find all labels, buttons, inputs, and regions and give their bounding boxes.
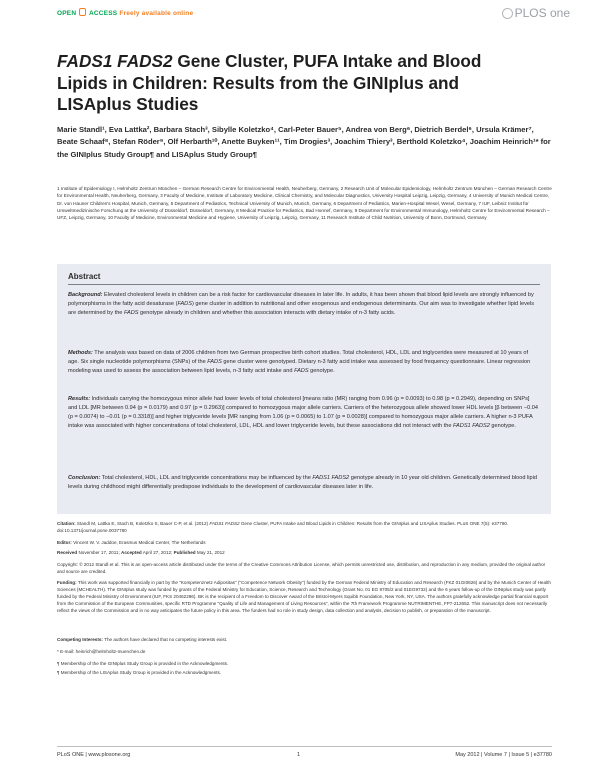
background-gene: FADS [177, 300, 192, 307]
funding [57, 580, 551, 615]
citation-text: Gene Cluster, PUFA Intake and Blood Lipids in Children: Results from the GINIplus and LISAplus Studies. PLoS ONE 7(5): e37780. doi:10.1371/journal.pone.0037780 [57, 521, 509, 533]
abstract-heading: Abstract [68, 272, 101, 281]
published-date: May 21, 2012 [195, 550, 225, 555]
affiliations: 1 Institute of Epidemiology I, Helmholtz Zentrum München – German Research Centre for Environmental Health, Neuherberg, Germany, 2 Research Unit of Molecular Epidemiology, Helmholtz Zentrum München – German Research Centre for Environmental Health, Neuherberg, Germany, 3 Faculty of Medicine, Institute of Laboratory Medicine, Clinical Chemistry, and Molecular Diagnostics, University Hospital Leipzig, Leipzig, Germany, 4 University of Munich Medical Centre, Dr. von Hauner Children's Hospital, Munich, Germany, 5 Department of Pediatrics, Technical University of Munich, Munich, Germany, 6 Department of Pediatrics, Marien-Hospital Wesel, Wesel, Germany, 7 IUF, Leibniz Institut für Umweltmedizinische Forschung at the University of Düsseldorf, Düsseldorf, Germany, 8 Medical Practice for Pediatrics, Bad Honnef, Germany, 9 Department for Environmental Immunology, Helmholtz Centre for Environmental Research – UFZ, Leipzig, Germany, 10 Faculty of Medicine, Environmental Medicine and Hygiene, University of Leipzig, Leipzig, Germany, 11 Research Institute of Child Nutrition, University of Bonn, Dortmund, Germany [57, 186, 552, 221]
article-title [57, 51, 527, 116]
abstract-methods [68, 349, 540, 376]
footer-journal[interactable]: PLoS ONE | www.plosone.org [57, 752, 131, 758]
results-gene: FADS1 FADS2 [453, 422, 490, 429]
conclusion-text: Total cholesterol, HDL, LDL and triglyceride concentrations may be influenced by the [100, 475, 313, 481]
author-list: Marie Standl¹, Eva Lattka², Barbara Stach³, Sibylle Koletzko⁴, Carl-Peter Bauer⁵, Andrea von Berg⁶, Dietrich Berdel⁶, Ursula Krämer⁷, Beate Schaaf⁸, Stefan Röder⁹, Olf Herbarth¹⁰, Anette Buyken¹¹, Tim Drogies³, Joachim Thiery³, Berthold Koletzko⁴, Joachim Heinrich¹* for the GINIplus Study Group¶ and LISAplus Study Group¶ [57, 125, 551, 159]
accepted-date: April 27, 2012; [141, 550, 174, 555]
editor-label: Editor: [57, 540, 72, 545]
abstract-divider [68, 284, 540, 285]
background-text: ) gene cluster in addition to nutritional and other exogenous and endogenous determinants. Our aim was to investigate whether lipid levels are determined by the [68, 300, 535, 316]
footer-divider [57, 746, 552, 747]
conclusion-label: Conclusion: [68, 475, 101, 481]
title-text: Gene Cluster, PUFA Intake and Blood Lipids in Children: Results from the GINIplus and LISAplus Studies [57, 51, 482, 114]
open-label: OPEN [57, 10, 77, 17]
background-gene: FADS [123, 309, 139, 316]
funding-text: This work was supported financially in part by the "Kompetenznetz Adipositas" ("Competence Network Obesity") funded by the German Federal Ministry of Education and Research (FKZ 01GI0826) and by the Munich Center of Health Sciences (MCHEALTH). The GINIplus study was funded by grants of the Federal Ministry for Education, Science, Research and Technology (Grant No. 01 EG 9705/2 and 01EG9732) and the 6 years follow-up of the GINIplus study was partly funded by the Federal Ministry of Environment (IUF, FKS 20462296). BK is the recipient of a Freedom to Discover Award of the Bristol-Myers Squibb Foundation, New York, NY, USA. The authors gratefully acknowledge partial financial support from the Commission of the European Communities, specific RTD Programme "Quality of Life and Management of Living Resources", within the 7th Framework Programme NUTRIMENTHE, FP7-212652. This manuscript does not necessarily reflect the views of the Commission and in no way anticipates the future policy in this area. The funders had no role in study design, data collection and analysis, decision to publish, or preparation of the manuscript. [57, 580, 551, 613]
abstract-results [68, 395, 540, 431]
email[interactable]: * E-mail: heinrich@helmholtz-muenchen.de [57, 649, 146, 654]
competing-interests [57, 637, 551, 644]
plos-logo-icon [502, 8, 513, 19]
methods-text: gene cluster were genotyped. Dietary n-3 fatty acid intake was assessed by food frequency questionnaire. Linear regression modeling was used to assess the association between lipid levels, n-3 fatty acid intake and [68, 358, 531, 374]
plos-one-logo[interactable] [502, 6, 570, 20]
editor [57, 540, 551, 547]
received-label: Received [57, 550, 78, 555]
background-text: genotype already in children and whether this association interacts with dietary intake of n-3 fatty acids. [138, 309, 396, 316]
results-text: Individuals carrying the homozygous minor allele had lower levels of total cholesterol [means ratio (MR) ranging from 0.96 (p = 0.0093) to 0.98 (p = 0.2949), depending on SNPs] and LDL [MR between 0.94 (p = 0.0179) and 0.97 (p = 0.2963)] compared to homozygous major allele carriers. Carriers of the heterozygous allele showed lower HDL levels [β between −0.04 (p = 0.0074) to −0.01 (p = 0.3318)] and higher triglyceride levels [MR ranging from 1.06 (p = 0.0065) to 1.07 (p = 0.0028)] compared to homozygous major allele carriers. A higher n-3 PUFA intake was associated with higher concentrations of total cholesterol, LDL, HDL and lower triglyceride levels, but these associations did not interact with the [68, 396, 538, 429]
plos-logo-text: PLOS one [514, 6, 570, 20]
methods-text: The analysis was based on data of 2006 children from two German prospective birth cohort studies. Total cholesterol, HDL, LDL and triglycerides were measured at 10 years of age. Six single nucleotide polymorphisms (SNPs) of the [68, 350, 529, 365]
received-date: November 17, 2011; [77, 550, 122, 555]
freely-available-label: Freely available online [119, 10, 194, 17]
accepted-label: Accepted [121, 550, 142, 555]
conclusion-text: genotype already in 10 year old children. Genetically determined blood lipid levels during childhood might differentially predispose individuals to the development of cardiovascular diseases later in life. [68, 475, 538, 490]
citation-gene: FADS1 FADS2 [209, 521, 240, 526]
abstract-background [68, 291, 540, 318]
background-label: Background: [68, 292, 103, 298]
footer-issue: May 2012 | Volume 7 | Issue 5 | e37780 [455, 752, 552, 758]
methods-label: Methods: [68, 350, 93, 356]
funding-label: Funding: [57, 580, 77, 585]
footnote-giniplus: ¶ Membership of the the GINIplus Study Group is provided in the Acknowledgments. [57, 661, 229, 666]
access-label: ACCESS [89, 10, 118, 17]
footnote-lisaplus: ¶ Membership of the LISAplus Study Group is provided in the Acknowledgments. [57, 670, 222, 675]
methods-text: genotype. [308, 367, 335, 374]
interests-text: The authors have declared that no competing interests exist. [102, 637, 228, 642]
open-access-banner [57, 8, 193, 17]
interests-label: Competing Interests: [57, 637, 103, 642]
page-number: 1 [297, 752, 301, 758]
citation-label: Citation: [57, 521, 76, 526]
conclusion-gene: FADS1 FADS2 [312, 475, 350, 481]
background-text: Elevated cholesterol levels in children can be a risk factor for cardiovascular diseases in later life. In adults, it has been shown that blood lipid levels are strongly influenced by polymorphisms in the fatty acid desaturase ( [68, 292, 534, 307]
results-label: Results: [68, 396, 91, 402]
open-access-lock-icon [79, 8, 86, 16]
citation [57, 521, 551, 535]
dates [57, 550, 551, 557]
editor-text: Vincent W. V. Jaddoe, Erasmus Medical Center, The Netherlands [71, 540, 206, 545]
abstract-conclusion [68, 474, 540, 492]
copyright: Copyright: © 2012 Standl et al. This is an open-access article distributed under the terms of the Creative Commons Attribution License, which permits unrestricted use, distribution, and reproduction in any medium, provided the original author and source are credited. [57, 562, 546, 574]
methods-gene: FADS [207, 358, 222, 365]
citation-text: Standl M, Lattka E, Stach B, Koletzko S, Bauer C-P, et al. (2012) [75, 521, 210, 526]
abstract-box [57, 264, 551, 514]
results-text: genotype. [489, 422, 516, 429]
published-label: Published [173, 550, 196, 555]
title-gene: FADS1 FADS2 [57, 51, 173, 71]
methods-gene: FADS [294, 367, 309, 374]
